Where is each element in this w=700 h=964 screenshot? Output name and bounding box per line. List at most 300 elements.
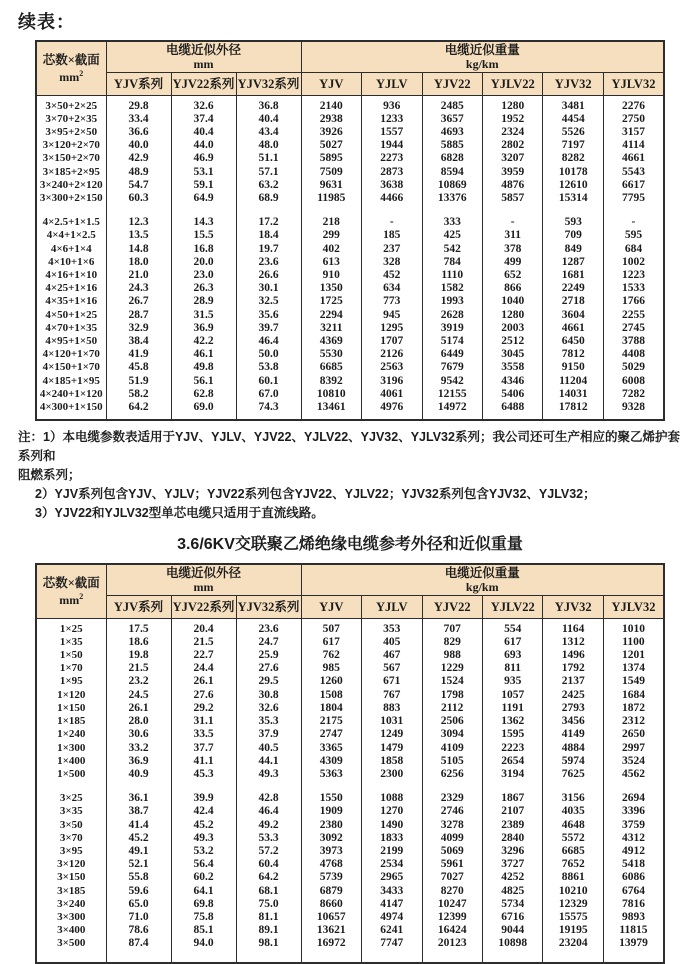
spec-cell: 4×16+1×10 [36, 269, 106, 282]
value-cell: 5069 [422, 845, 482, 858]
value-cell: 32.5 [236, 295, 301, 308]
value-cell: 5734 [482, 898, 542, 911]
notes-block [18, 428, 680, 523]
table1-body [36, 96, 664, 421]
value-cell: 68.1 [236, 885, 301, 898]
empty-cell [236, 951, 301, 963]
note-line: 注：1）本电缆参数表适用于YJV、YJLV、YJV22、YJLV22、YJV32、YJLV32系列；我公司还可生产相应的聚乙烯护套系列和 [18, 430, 680, 464]
value-cell: 59.1 [171, 179, 236, 192]
table-row [36, 243, 664, 256]
value-cell: 19.8 [106, 649, 171, 662]
value-cell: 37.4 [171, 113, 236, 126]
spec-cell: 1×70 [36, 662, 106, 675]
value-cell: 1550 [301, 792, 361, 805]
spec-cell: 1×500 [36, 768, 106, 781]
spec-cell: 3×95 [36, 845, 106, 858]
value-cell: 3456 [543, 715, 603, 728]
value-cell: 811 [482, 662, 542, 675]
table-row [36, 388, 664, 401]
value-cell: 1002 [603, 256, 664, 269]
value-cell: 6685 [301, 361, 361, 374]
value-cell: 2485 [422, 100, 482, 113]
value-cell: 5543 [603, 166, 664, 179]
value-cell: 3094 [422, 728, 482, 741]
value-cell: 4884 [543, 742, 603, 755]
value-cell: 1057 [482, 689, 542, 702]
value-cell: 45.8 [106, 361, 171, 374]
value-cell: 3211 [301, 322, 361, 335]
value-cell: 87.4 [106, 937, 171, 950]
table-row [36, 113, 664, 126]
value-cell: 9328 [603, 401, 664, 414]
value-cell: 2997 [603, 742, 664, 755]
value-cell: 4252 [482, 871, 542, 884]
col-header-spec [36, 41, 106, 96]
spec-cell: 1×50 [36, 649, 106, 662]
spec-cell: 3×185+2×95 [36, 166, 106, 179]
value-cell: 42.4 [171, 805, 236, 818]
spec-cell: 4×2.5+1×1.5 [36, 216, 106, 229]
value-cell: 328 [362, 256, 422, 269]
value-cell: 2746 [422, 805, 482, 818]
value-cell: 98.1 [236, 937, 301, 950]
empty-cell [106, 205, 171, 216]
spacer-row [36, 951, 664, 963]
value-cell: 218 [301, 216, 361, 229]
value-cell: 43.4 [236, 126, 301, 139]
value-cell: 5857 [482, 192, 542, 205]
value-cell: 57.2 [236, 845, 301, 858]
table-row [36, 755, 664, 768]
value-cell: 13461 [301, 401, 361, 414]
value-cell: 58.2 [106, 388, 171, 401]
value-cell: 5029 [603, 361, 664, 374]
spec-cell: 1×120 [36, 689, 106, 702]
value-cell: 94.0 [171, 937, 236, 950]
gap-row [36, 781, 664, 792]
value-cell: 4912 [603, 845, 664, 858]
document-page [0, 11, 700, 954]
value-cell: 12329 [543, 898, 603, 911]
col-header-yjv32-series: YJV32系列 [236, 73, 301, 96]
spec-cell: 3×95+2×50 [36, 126, 106, 139]
value-cell: 24.3 [106, 282, 171, 295]
value-cell: 5895 [301, 152, 361, 165]
value-cell: 6828 [422, 152, 482, 165]
value-cell: 81.1 [236, 911, 301, 924]
empty-cell [36, 951, 106, 963]
empty-cell [301, 781, 361, 792]
table-row [36, 885, 664, 898]
value-cell: 3973 [301, 845, 361, 858]
value-cell: 4768 [301, 858, 361, 871]
value-cell: 20.4 [171, 623, 236, 636]
value-cell: 1088 [362, 792, 422, 805]
value-cell: 784 [422, 256, 482, 269]
value-cell: 26.1 [106, 702, 171, 715]
value-cell: 46.1 [171, 348, 236, 361]
value-cell: 42.9 [106, 152, 171, 165]
value-cell: 9893 [603, 911, 664, 924]
value-cell: 1110 [422, 269, 482, 282]
table-row [36, 322, 664, 335]
value-cell: 1909 [301, 805, 361, 818]
empty-cell [362, 951, 422, 963]
value-cell: 333 [422, 216, 482, 229]
value-cell: 1312 [543, 636, 603, 649]
col-header-yjv22-series: YJV22系列 [171, 596, 236, 619]
value-cell: 75.8 [171, 911, 236, 924]
value-cell: 8282 [543, 152, 603, 165]
value-cell: 1350 [301, 282, 361, 295]
value-cell: 27.6 [236, 662, 301, 675]
value-cell: 36.9 [171, 322, 236, 335]
value-cell: 17812 [543, 401, 603, 414]
value-cell: 1508 [301, 689, 361, 702]
value-cell: 12399 [422, 911, 482, 924]
value-cell: 64.2 [106, 401, 171, 414]
spec-cell: 4×6+1×4 [36, 243, 106, 256]
value-cell: 1766 [603, 295, 664, 308]
empty-cell [301, 205, 361, 216]
empty-cell [36, 205, 106, 216]
value-cell: 44.1 [236, 755, 301, 768]
spec-cell: 3×185 [36, 885, 106, 898]
value-cell: 3365 [301, 742, 361, 755]
value-cell: - [482, 216, 542, 229]
value-cell: 1804 [301, 702, 361, 715]
value-cell: 405 [362, 636, 422, 649]
value-cell: 2223 [482, 742, 542, 755]
table-row [36, 282, 664, 295]
value-cell: 452 [362, 269, 422, 282]
spec-cell: 4×95+1×50 [36, 335, 106, 348]
col-header-yjv32-series: YJV32系列 [236, 596, 301, 619]
value-cell: 25.9 [236, 649, 301, 662]
value-cell: 54.7 [106, 179, 171, 192]
value-cell: 5974 [543, 755, 603, 768]
value-cell: 32.6 [171, 100, 236, 113]
empty-cell [362, 205, 422, 216]
value-cell: 2628 [422, 309, 482, 322]
table-row [36, 871, 664, 884]
value-cell: 23.6 [236, 623, 301, 636]
spec-cell: 3×500 [36, 937, 106, 950]
value-cell: 1100 [603, 636, 664, 649]
value-cell: 30.1 [236, 282, 301, 295]
note-line: 2）YJV系列包含YJV、YJLV；YJV22系列包含YJV22、YJLV22；YJV32系列包含YJV32、YJLV32； [35, 487, 596, 502]
value-cell: 15314 [543, 192, 603, 205]
value-cell: 2965 [362, 871, 422, 884]
value-cell: 2506 [422, 715, 482, 728]
spec-cell: 3×240 [36, 898, 106, 911]
value-cell: 29.5 [236, 675, 301, 688]
value-cell: 4661 [603, 152, 664, 165]
value-cell: 1362 [482, 715, 542, 728]
empty-cell [236, 414, 301, 420]
empty-cell [603, 205, 664, 216]
value-cell: 9631 [301, 179, 361, 192]
table-row [36, 768, 664, 781]
value-cell: 1792 [543, 662, 603, 675]
value-cell: 49.1 [106, 845, 171, 858]
table-row [36, 689, 664, 702]
value-cell: 6008 [603, 375, 664, 388]
empty-cell [106, 781, 171, 792]
value-cell: 1040 [482, 295, 542, 308]
value-cell: 1582 [422, 282, 482, 295]
value-cell: 5027 [301, 139, 361, 152]
value-cell: 49.3 [171, 832, 236, 845]
empty-cell [422, 414, 482, 420]
value-cell: 16424 [422, 924, 482, 937]
value-cell: 7747 [362, 937, 422, 950]
value-cell: 4035 [543, 805, 603, 818]
col-header-yjlv: YJLV [362, 596, 422, 619]
table-row [36, 728, 664, 741]
value-cell: 36.6 [106, 126, 171, 139]
value-cell: 2107 [482, 805, 542, 818]
empty-cell [543, 781, 603, 792]
table-row [36, 792, 664, 805]
value-cell: 2840 [482, 832, 542, 845]
value-cell: 7509 [301, 166, 361, 179]
value-cell: 39.9 [171, 792, 236, 805]
col-header-yjlv32: YJLV32 [603, 73, 664, 96]
value-cell: 36.8 [236, 100, 301, 113]
table-row [36, 675, 664, 688]
value-cell: 60.2 [171, 871, 236, 884]
value-cell: 554 [482, 623, 542, 636]
value-cell: 14.8 [106, 243, 171, 256]
table-row [36, 139, 664, 152]
value-cell: 425 [422, 229, 482, 242]
value-cell: 3481 [543, 100, 603, 113]
value-cell: 46.9 [171, 152, 236, 165]
value-cell: 3524 [603, 755, 664, 768]
value-cell: 3604 [543, 309, 603, 322]
spacer-row [36, 414, 664, 420]
value-cell: 4309 [301, 755, 361, 768]
value-cell: 7625 [543, 768, 603, 781]
col-header-spec [36, 564, 106, 619]
table-row [36, 858, 664, 871]
value-cell: 2255 [603, 309, 664, 322]
value-cell: 12155 [422, 388, 482, 401]
value-cell: 44.0 [171, 139, 236, 152]
empty-cell [482, 205, 542, 216]
value-cell: 2750 [603, 113, 664, 126]
table-row [36, 309, 664, 322]
value-cell: 617 [482, 636, 542, 649]
spec-cell: 4×300+1×150 [36, 401, 106, 414]
value-cell: 45.2 [106, 832, 171, 845]
table-row [36, 100, 664, 113]
empty-cell [171, 951, 236, 963]
spec-cell: 1×150 [36, 702, 106, 715]
value-cell: 4346 [482, 375, 542, 388]
spec-cell: 1×95 [36, 675, 106, 688]
empty-cell [422, 205, 482, 216]
value-cell: 28.7 [106, 309, 171, 322]
value-cell: 38.7 [106, 805, 171, 818]
spec-cell: 1×35 [36, 636, 106, 649]
spec-cell: 3×50 [36, 819, 106, 832]
value-cell: 353 [362, 623, 422, 636]
value-cell: 40.0 [106, 139, 171, 152]
empty-cell [36, 414, 106, 420]
value-cell: 2249 [543, 282, 603, 295]
value-cell: 4648 [543, 819, 603, 832]
value-cell: 23.2 [106, 675, 171, 688]
value-cell: 53.1 [171, 166, 236, 179]
value-cell: 402 [301, 243, 361, 256]
spec-cell: 3×35 [36, 805, 106, 818]
value-cell: 1872 [603, 702, 664, 715]
value-cell: 20123 [422, 937, 482, 950]
value-cell: 652 [482, 269, 542, 282]
value-cell: 311 [482, 229, 542, 242]
value-cell: 3759 [603, 819, 664, 832]
value-cell: 67.0 [236, 388, 301, 401]
value-cell: 42.2 [171, 335, 236, 348]
value-cell: 33.5 [171, 728, 236, 741]
value-cell: 3657 [422, 113, 482, 126]
table-row [36, 192, 664, 205]
value-cell: 14972 [422, 401, 482, 414]
value-cell: 2654 [482, 755, 542, 768]
value-cell: 13.5 [106, 229, 171, 242]
value-cell: 16972 [301, 937, 361, 950]
empty-cell [362, 781, 422, 792]
value-cell: 31.1 [171, 715, 236, 728]
spec-cell: 4×150+1×70 [36, 361, 106, 374]
value-cell: 23.6 [236, 256, 301, 269]
value-cell: 10657 [301, 911, 361, 924]
value-cell: 4693 [422, 126, 482, 139]
value-cell: 1280 [482, 100, 542, 113]
value-cell: 8660 [301, 898, 361, 911]
value-cell: 45.3 [171, 768, 236, 781]
empty-cell [106, 414, 171, 420]
value-cell: 10810 [301, 388, 361, 401]
value-cell: 5363 [301, 768, 361, 781]
value-cell: 2003 [482, 322, 542, 335]
value-cell: 849 [543, 243, 603, 256]
value-cell: 20.0 [171, 256, 236, 269]
value-cell: 62.8 [171, 388, 236, 401]
value-cell: 85.1 [171, 924, 236, 937]
value-cell: 4661 [543, 322, 603, 335]
value-cell: 32.9 [106, 322, 171, 335]
value-cell: 4369 [301, 335, 361, 348]
value-cell: 10898 [482, 937, 542, 950]
value-cell: 64.9 [171, 192, 236, 205]
table-row [36, 126, 664, 139]
table-row [36, 335, 664, 348]
value-cell: 3727 [482, 858, 542, 871]
table-row [36, 348, 664, 361]
value-cell: 3156 [543, 792, 603, 805]
table-row [36, 805, 664, 818]
value-cell: 7027 [422, 871, 482, 884]
value-cell: 6086 [603, 871, 664, 884]
empty-cell [543, 951, 603, 963]
value-cell: 40.4 [171, 126, 236, 139]
spec-unit: $mm^2$ [59, 592, 84, 608]
table-row [36, 216, 664, 229]
value-cell: 6617 [603, 179, 664, 192]
value-cell: 21.0 [106, 269, 171, 282]
empty-cell [171, 205, 236, 216]
value-cell: 16.8 [171, 243, 236, 256]
col-header-yjv-series: YJV系列 [106, 73, 171, 96]
value-cell: 2273 [362, 152, 422, 165]
spec-cell: 1×25 [36, 623, 106, 636]
value-cell: 4149 [543, 728, 603, 741]
value-cell: 1270 [362, 805, 422, 818]
value-cell: 1833 [362, 832, 422, 845]
spec-cell: 4×35+1×16 [36, 295, 106, 308]
value-cell: 11815 [603, 924, 664, 937]
spec-cell: 4×185+1×95 [36, 375, 106, 388]
table-row [36, 845, 664, 858]
value-cell: 39.7 [236, 322, 301, 335]
value-cell: 41.9 [106, 348, 171, 361]
value-cell: 36.1 [106, 792, 171, 805]
value-cell: 9150 [543, 361, 603, 374]
value-cell: 6450 [543, 335, 603, 348]
empty-cell [422, 951, 482, 963]
value-cell: 1993 [422, 295, 482, 308]
table-row [36, 636, 664, 649]
value-cell: 2938 [301, 113, 361, 126]
value-cell: 23204 [543, 937, 603, 950]
value-cell: 17.2 [236, 216, 301, 229]
value-cell: 1524 [422, 675, 482, 688]
value-cell: 53.3 [236, 832, 301, 845]
empty-cell [603, 781, 664, 792]
value-cell: 1191 [482, 702, 542, 715]
empty-cell [301, 414, 361, 420]
value-cell: 1684 [603, 689, 664, 702]
value-cell: 52.1 [106, 858, 171, 871]
spec-cell: 3×400 [36, 924, 106, 937]
value-cell: 467 [362, 649, 422, 662]
spec-cell: 1×185 [36, 715, 106, 728]
note-line: 3）YJV22和YJLV32型单芯电缆只适用于直流线路。 [35, 506, 324, 521]
value-cell: 299 [301, 229, 361, 242]
value-cell: 4408 [603, 348, 664, 361]
value-cell: 17.5 [106, 623, 171, 636]
value-cell: 6685 [543, 845, 603, 858]
spec-cell: 3×120+2×70 [36, 139, 106, 152]
value-cell: 3207 [482, 152, 542, 165]
table-row [36, 375, 664, 388]
table-row [36, 832, 664, 845]
empty-cell [482, 414, 542, 420]
value-cell: - [362, 216, 422, 229]
table-row [36, 819, 664, 832]
value-cell: 14.3 [171, 216, 236, 229]
value-cell: 684 [603, 243, 664, 256]
value-cell: 13376 [422, 192, 482, 205]
col-header-yjv22-series: YJV22系列 [171, 73, 236, 96]
value-cell: 8594 [422, 166, 482, 179]
value-cell: 4114 [603, 139, 664, 152]
value-cell: 1595 [482, 728, 542, 741]
value-cell: 671 [362, 675, 422, 688]
